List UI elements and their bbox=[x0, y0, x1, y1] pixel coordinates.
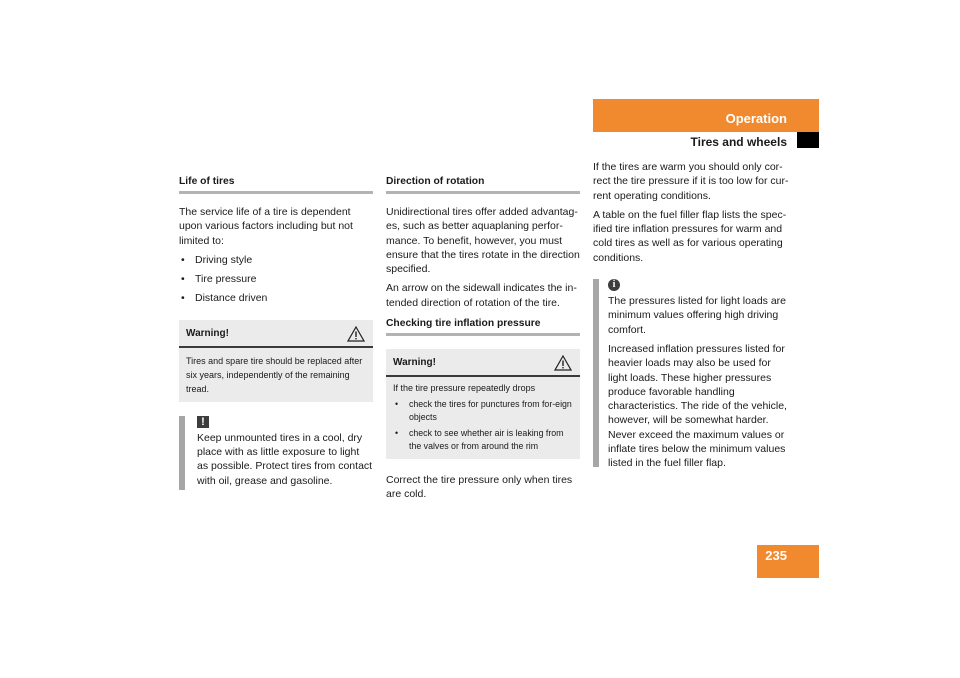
warning-header bbox=[393, 355, 572, 371]
heading-rule bbox=[386, 333, 580, 336]
list-item: • Driving style bbox=[179, 253, 373, 267]
column-2 bbox=[386, 175, 580, 502]
warning-box bbox=[386, 349, 580, 459]
list-item: • Tire pressure bbox=[179, 272, 373, 286]
paragraph: Unidirectional tires offer added advantag-es, such as better aquaplaning perfor-mance. To benefit, however, you must ensure that the tires rotate in the direction specified. bbox=[386, 206, 580, 276]
list-item: • Distance driven bbox=[179, 291, 373, 305]
warning-title: Warning! bbox=[393, 356, 436, 368]
list-item: • check the tires for punctures from for-eign objects bbox=[393, 398, 572, 424]
info-text: The pressures listed for light loads are minimum values offering high driving comfort. bbox=[608, 295, 787, 336]
bullet-list bbox=[179, 253, 373, 306]
info-text: Increased inflation pressures listed for heavier loads may also be used for light loads. These higher pressures produce favorable handling characteristics. The ride of the vehicle, however, will be somewhat harder. Never exceed the maximum values or inflate tires below the minimum values listed in the fuel filler flap. bbox=[608, 342, 787, 470]
heading-rule bbox=[386, 191, 580, 194]
paragraph: An arrow on the sidewall indicates the in-tended direction of rotation of the tire. bbox=[386, 282, 577, 309]
warning-text: Tires and spare tire should be replaced after six years, independently of the remaining tread. bbox=[186, 355, 363, 394]
warning-header bbox=[186, 326, 365, 342]
heading-life-of-tires: Life of tires bbox=[179, 176, 235, 187]
section-title: Operation bbox=[725, 111, 787, 126]
warning-triangle-icon bbox=[554, 355, 572, 371]
warning-divider bbox=[179, 346, 373, 348]
note-box bbox=[179, 416, 373, 490]
warning-text: If the tire pressure repeatedly drops bbox=[393, 383, 536, 394]
column-1 bbox=[179, 175, 373, 490]
note-text: Keep unmounted tires in a cool, dry place with as little exposure to light as possible. Protect tires from contact with oil, grease and gasoline. bbox=[197, 431, 373, 487]
info-box bbox=[593, 279, 793, 471]
header-marker bbox=[797, 132, 819, 148]
heading-checking-pressure: Checking tire inflation pressure bbox=[386, 318, 541, 330]
heading-rule bbox=[179, 191, 373, 194]
paragraph: A table on the fuel filler flap lists the spec-ified tire inflation pressures for warm and cold tires as well as for various operating conditions. bbox=[593, 208, 787, 264]
column-3 bbox=[593, 160, 793, 471]
list-item: • check to see whether air is leaking from the valves or from around the rim bbox=[393, 427, 572, 453]
heading-direction-of-rotation: Direction of rotation bbox=[386, 176, 485, 187]
paragraph: If the tires are warm you should only cor-rect the tire pressure if it is too low for cur-rent operating conditions. bbox=[593, 161, 789, 202]
paragraph: Correct the tire pressure only when tires are cold. bbox=[386, 474, 573, 501]
info-icon: i bbox=[608, 279, 620, 291]
paragraph: The service life of a tire is dependent upon various factors including but not limited to: bbox=[179, 206, 353, 247]
warning-title: Warning! bbox=[186, 327, 229, 339]
warning-box bbox=[179, 320, 373, 402]
warning-divider bbox=[386, 375, 580, 377]
subsection-title: Tires and wheels bbox=[690, 135, 787, 149]
page-number: 235 bbox=[765, 548, 787, 563]
warning-list bbox=[393, 398, 572, 453]
exclamation-icon: ! bbox=[197, 416, 209, 428]
warning-triangle-icon bbox=[347, 326, 365, 342]
